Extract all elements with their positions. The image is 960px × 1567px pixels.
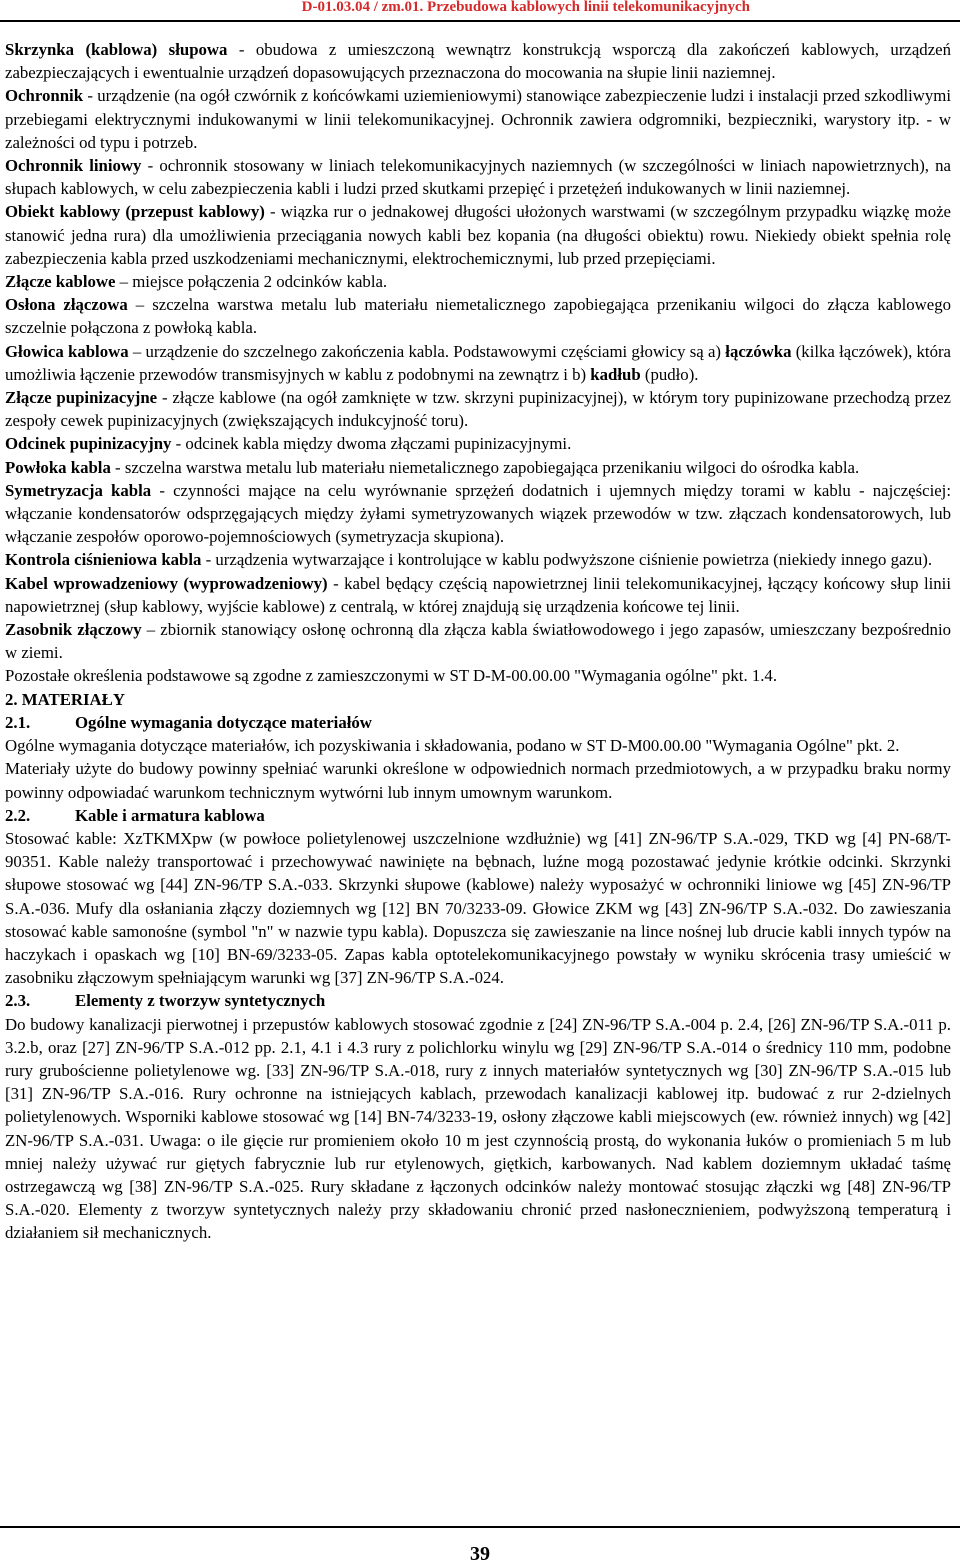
definition-paragraph: [5, 456, 951, 479]
definition-text: - urządzenia wytwarzające i kontrolujące w kablu podwyższone ciśnienie powietrza (niekiedy innego gazu).: [201, 550, 933, 570]
definition-term: Ochronnik: [5, 86, 84, 106]
subsection-title: Ogólne wymagania dotyczące materiałów: [75, 712, 372, 732]
subsection-heading: [5, 711, 951, 734]
body-paragraph: Stosować kable: XzTKMXpw (w powłoce polietylenowej uszczelnione wzdłużnie) wg [41] ZN-96/TP S.A.-029, TKD wg [4] PN-68/T-90351. Kable należy transportować i przechowywać nawinięte na bębnach, luźne mogą pozostawać jedynie krótkie odcinki. Skrzynki słupowe stosować wg [44] ZN-96/TP S.A.-033. Skrzynki słupowe (kablowe) należy wyposażyć w ochronniki liniowe wg [45] ZN-96/TP S.A.-036. Mufy dla osłaniania złączy doziemnych wg [12] BN 70/3233-09. Głowice ZKM wg [43] ZN-96/TP S.A.-032. Do zawieszania stosować kable samonośne (symbol "n" w nazwie typu kabla). Dopuszcza się zawieszanie na lince nośnej lub drucie kabli innych typów na haczykach i opaskach wg [10] BN-69/3233-05. Zapas kabla optotelekomunikacyjnego powstały w wyniku skrócenia trasy umieścić w zasobniku złączowym spełniającym warunki wg [37] ZN-96/TP S.A.-024.: [5, 828, 951, 988]
definition-text: - odcinek kabla między dwoma złączami pupinizacyjnymi.: [171, 434, 572, 454]
header-title: D-01.03.04 / zm.01. Przebudowa kablowych linii telekomunikacyjnych: [301, 0, 750, 15]
body-paragraph: Materiały użyte do budowy powinny spełniać warunki określone w odpowiednich normach przedmiotowych, a w przypadku braku normy powinny odpowiadać warunkom technicznym wytwórni lub innym umownym warunkom.: [5, 759, 951, 802]
definition-paragraph: [5, 479, 951, 549]
definition-term: Osłona złączowa: [5, 295, 128, 315]
definition-text: - szczelna warstwa metalu lub materiału niemetalicznego zapobiegająca przenikaniu wilgoci do ośrodka kabla.: [110, 457, 860, 477]
definition-paragraph: [5, 84, 951, 154]
body-paragraph: Ogólne wymagania dotyczące materiałów, ich pozyskiwania i składowania, podano w ST D-M00.00.00 "Wymagania Ogólne" pkt. 2.: [5, 736, 900, 756]
definition-text: - kabel będący częścią napowietrznej linii telekomunikacyjnej, łączący końcowy słup linii napowietrznej (słup kablowy, wyjście kablowe) z centralą, w której znajdują się urządzenia końcowe tej linii.: [5, 573, 952, 616]
definition-paragraph: [5, 270, 951, 293]
definition-text: – urządzenie do szczelnego zakończenia kabla. Podstawowymi częściami głowicy są a): [128, 341, 726, 361]
definition-paragraph: [5, 340, 951, 386]
definition-text: - czynności mające na celu wyrównanie sprzężeń dodatnich i ujemnych między torami w kablu - najczęściej: włączanie kondensatorów odsprzęgających między żyłami symetryzowanych wiązek przewodów w tzw. złączach kondensatorowych, lub włączanie zespołów oporowo-pojemnościowych (symetryzacja skupiona).: [5, 480, 951, 547]
definition-text: – miejsce połączenia 2 odcinków kabla.: [115, 272, 388, 292]
subsection-title: Kable i armatura kablowa: [75, 805, 265, 825]
definition-text: - obudowa z umieszczoną wewnątrz konstrukcją wsporczą dla zakończeń kablowych, urządzeń zabezpieczających i ewentualnie urządzeń dopasowujących przeznaczona do mocowania na słupie linii naziemnej.: [5, 40, 951, 83]
definition-term: Odcinek pupinizacyjny: [5, 434, 172, 454]
page-number: 39: [470, 1543, 490, 1565]
section-number: 2.: [5, 689, 18, 709]
definition-paragraph: [5, 154, 951, 200]
footer-rule: [0, 1526, 960, 1528]
definition-paragraph: [5, 548, 951, 571]
definition-term: Złącze kablowe: [5, 272, 116, 292]
definition-term: Obiekt kablowy (przepust kablowy): [5, 202, 265, 222]
subsection-heading: [5, 804, 951, 827]
definition-paragraph: [5, 386, 951, 432]
definition-text: – zbiornik stanowiący osłonę ochronną dla złącza kabla światłowodowego i jego zapasów, umieszczany bezpośrednio w ziemi.: [5, 620, 951, 663]
definition-term: Złącze pupinizacyjne: [5, 388, 158, 408]
header-rule: [0, 20, 960, 22]
definition-paragraph: [5, 293, 951, 339]
section-heading: [5, 688, 951, 711]
definition-text: – szczelna warstwa metalu lub materiału niemetalicznego zapobiegająca przenikaniu wilgoci do złącza kablowego szczelnie połączona z powłoką kabla.: [5, 295, 951, 338]
definition-text: - złącze kablowe (na ogół zamknięte w tzw. skrzyni pupinizacyjnej), w którym tory pupinizowane przechodzą przez zespoły cewek pupinizacyjnych (zwiększających indukcyjność toru).: [5, 388, 951, 431]
definition-paragraph: [5, 432, 951, 455]
definition-text: (pudło).: [640, 364, 699, 384]
subsection-title: Elementy z tworzyw syntetycznych: [75, 991, 326, 1011]
document-body: [5, 38, 951, 1245]
section-title: MATERIAŁY: [21, 689, 125, 709]
definition-term: kadłub: [590, 364, 641, 384]
definition-paragraph: [5, 38, 951, 84]
definition-term: Kabel wprowadzeniowy (wyprowadzeniowy): [5, 573, 328, 593]
definition-term: Skrzynka (kablowa) słupowa: [5, 40, 228, 59]
definition-term: Symetryzacja kabla: [5, 480, 152, 500]
definition-text: - ochronnik stosowany w liniach telekomunikacyjnych naziemnych (w szczególności w liniach napowietrznych), na słupach kablowych, w celu zabezpieczenia kabli i ludzi przed skutkami przepięć i przetężeń indukowanych w linii naziemnej.: [5, 156, 952, 199]
definition-text: - urządzenie (na ogół czwórnik z końcówkami uziemieniowymi) stanowiące zabezpieczenie ludzi i instalacji przed szkodliwymi przebiegami elektrycznymi indukowanymi w linii telekomunikacyjnej. Ochronnik zawiera odgromniki, bezpieczniki, warystory itp. - w zależności od typu i potrzeb.: [5, 86, 951, 152]
definition-paragraph: [5, 200, 951, 270]
definition-term: Zasobnik złączowy: [5, 620, 142, 640]
definition-term: Głowica kablowa: [5, 341, 129, 361]
subsection-heading: [5, 989, 951, 1012]
definition-text: (kilka łączówek), która umożliwia łączenie przewodów transmisyjnych w kablu z podobnymi na zewnątrz i b): [5, 341, 951, 384]
closing-paragraph: Pozostałe określenia podstawowe są zgodne z zamieszczonymi w ST D-M-00.00.00 "Wymagania ogólne" pkt. 1.4.: [5, 666, 778, 686]
definition-term: Ochronnik liniowy: [5, 156, 142, 176]
subsection-number: 2.2.: [5, 805, 31, 825]
definition-term: Powłoka kabla: [5, 457, 111, 477]
page-header: [0, 0, 960, 18]
subsection-number: 2.3.: [5, 991, 31, 1011]
definition-paragraph: [5, 618, 951, 664]
definition-paragraph: [5, 572, 951, 618]
subsection-number: 2.1.: [5, 712, 31, 732]
body-paragraph: Do budowy kanalizacji pierwotnej i przepustów kablowych stosować zgodnie z [24] ZN-96/TP S.A.-004 p. 2.4, [26] ZN-96/TP S.A.-011 p. 3.2.b, oraz [27] ZN-96/TP S.A.-012 pp. 2.1, 4.1 i 4.3 rury z polichlorku winylu wg [29] ZN-96/TP S.A.-014 o średnicy 110 mm, podobne rury grubościenne polietylenowe wg. [33] ZN-96/TP S.A.-018, rury z innych materiałów syntetycznych wg [30] ZN-96/TP S.A.-015 lub [31] ZN-96/TP S.A.-016. Rury ochronne na istniejących kablach, przewodach kanalizacji kablowej itp. budować z rur 2-dzielnych polietylenowych. Wsporniki kablowe stosować wg [14] BN-74/3233-19, osłony złączowe kabli miejscowych (ew. również innych) wg [42] ZN-96/TP S.A.-031. Uwaga: o ile gięcie rur promieniem około 10 m jest czynnością prostą, do wykonania łuków o promieniach 5 m lub mniej należy używać rur giętych fabrycznie lub rur etylenowych, giętkich, karbowanych. Nad kablem doziemnym układać taśmę ostrzegawczą wg [38] ZN-96/TP S.A.-025. Rury składane z łączonych odcinków należy montować stosując złączki wg [48] ZN-96/TP S.A.-020. Elementy z tworzyw syntetycznych należy przy składowaniu chronić przed nasłonecznieniem, podwyższoną temperaturą i działaniem sił mechanicznych.: [5, 1014, 951, 1243]
definition-term: łączówka: [725, 341, 792, 361]
definition-term: Kontrola ciśnieniowa kabla: [5, 550, 202, 570]
definition-text: - wiązka rur o jednakowej długości ułożonych warstwami (w szczególnym przypadku wiązkę może stanowić jedna rura) dla umożliwienia przeciągania nowych kabli bez kopania (na długości obiektu) rowu. Niekiedy obiekt spełnia rolę zabezpieczenia kabla przed uszkodzeniami mechanicznymi, elektrochemicznymi, lub przed przepięciami.: [5, 202, 951, 268]
